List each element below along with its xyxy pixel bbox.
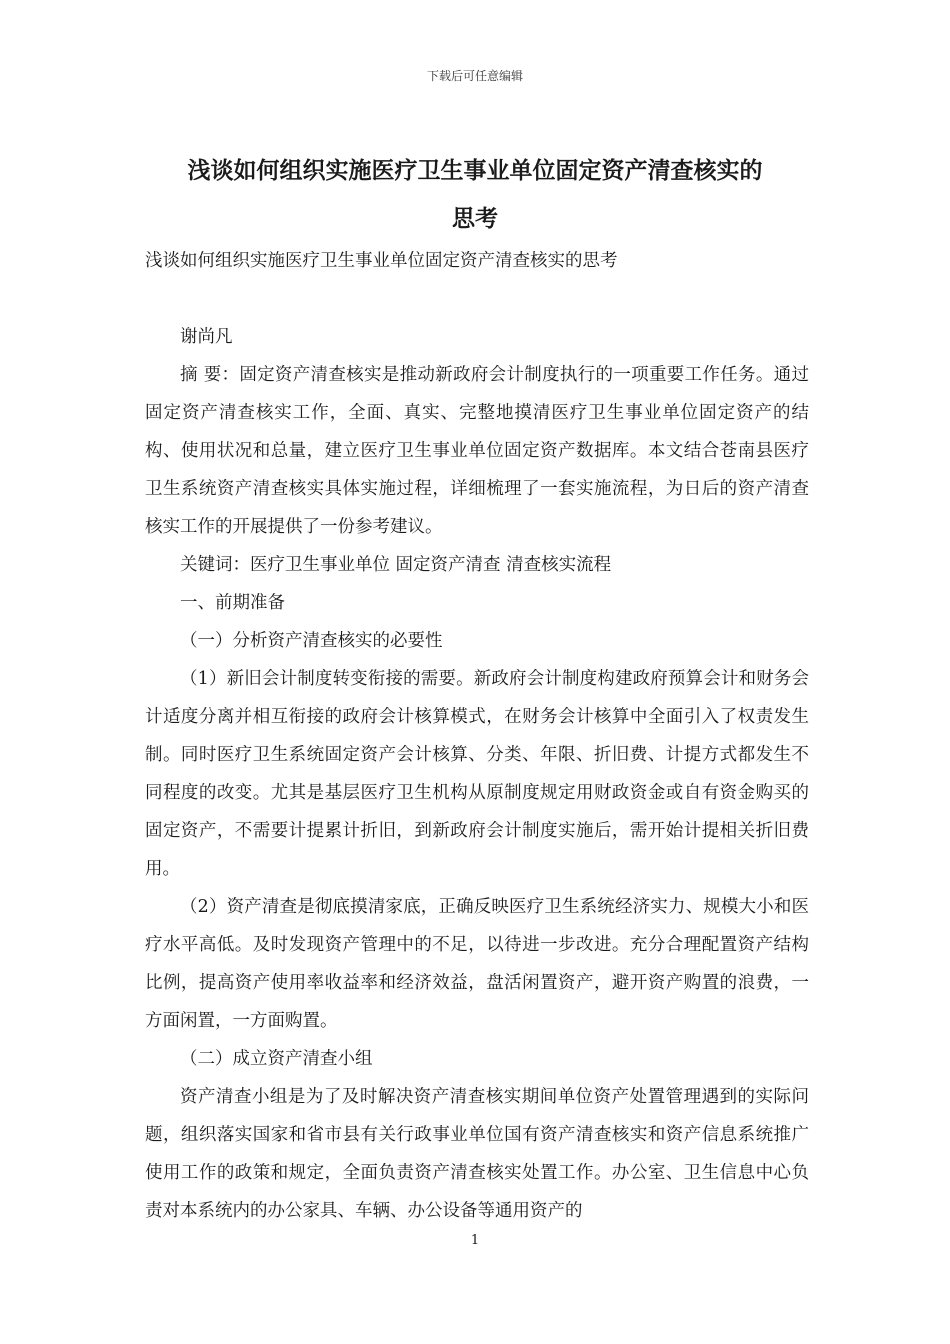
abstract-paragraph: 摘 要：固定资产清查核实是推动新政府会计制度执行的一项重要工作任务。通过固定资产清查核实工作，全面、真实、完整地摸清医疗卫生事业单位固定资产的结构、使用状况和总量，建立医疗卫生事业单位固定资产数据库。本文结合苍南县医疗卫生系统资产清查核实具体实施过程，详细梳理了一套实施流程，为日后的资产清查核实工作的开展提供了一份参考建议。 <box>145 365 809 537</box>
subsection-heading: （一）分析资产清查核实的必要性 <box>180 631 443 651</box>
page-number: 1 <box>470 1233 480 1248</box>
document-title-line-2: 思考 <box>452 205 498 232</box>
body-paragraph: （1）新旧会计制度转变衔接的需要。新政府会计制度构建政府预算会计和财务会计适度分离并相互衔接的政府会计核算模式，在财务会计核算中全面引入了权责发生制。同时医疗卫生系统固定资产会计核算、分类、年限、折旧费、计提方式都发生不同程度的改变。尤其是基层医疗卫生机构从原制度规定用财政资金或自有资金购买的固定资产，不需要计提累计折旧，到新政府会计制度实施后，需开始计提相关折旧费用。 <box>145 669 809 879</box>
document-subtitle: 浅谈如何组织实施医疗卫生事业单位固定资产清查核实的思考 <box>145 251 618 271</box>
body-paragraph: （2）资产清查是彻底摸清家底，正确反映医疗卫生系统经济实力、规模大小和医疗水平高低。及时发现资产管理中的不足，以待进一步改进。充分合理配置资产结构比例，提高资产使用率收益率和经济效益，盘活闲置资产，避开资产购置的浪费，一方面闲置，一方面购置。 <box>145 897 809 1031</box>
section-heading: 一、前期准备 <box>180 593 285 613</box>
header-note: 下载后可任意编辑 <box>426 69 523 83</box>
document-body <box>145 242 809 1230</box>
subsection-heading: （二）成立资产清查小组 <box>180 1049 373 1069</box>
blank-line <box>145 280 809 318</box>
author-name: 谢尚凡 <box>180 327 233 347</box>
keywords-line: 关键词：医疗卫生事业单位 固定资产清查 清查核实流程 <box>180 555 612 575</box>
document-title-line-1: 浅谈如何组织实施医疗卫生事业单位固定资产清查核实的 <box>187 157 763 184</box>
body-paragraph: 资产清查小组是为了及时解决资产清查核实期间单位资产处置管理遇到的实际问题，组织落实国家和省市县有关行政事业单位国有资产清查核实和资产信息系统推广使用工作的政策和规定，全面负责资产清查核实处置工作。办公室、卫生信息中心负责对本系统内的办公家具、车辆、办公设备等通用资产的 <box>145 1087 809 1221</box>
